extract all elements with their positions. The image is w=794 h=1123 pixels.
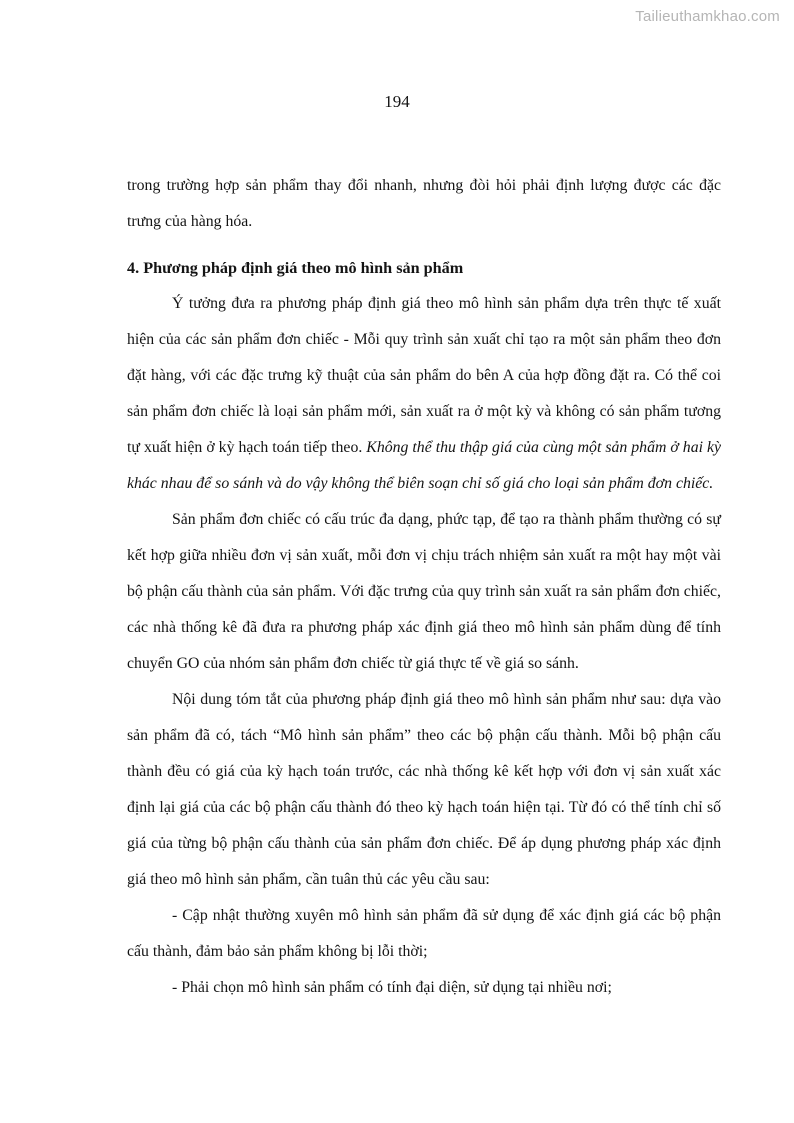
- paragraph-idea-normal-run: Ý tưởng đưa ra phương pháp định giá theo mô hình sản phẩm dựa trên thực tế xuất hiện của các sản phẩm đơn chiếc - Mỗi quy trình sản xuất chỉ tạo ra một sản phẩm theo đơn đặt hàng, với các đặc trưng kỹ thuật của sản phẩm do bên A của hợp đồng đặt ra. Có thể coi sản phẩm đơn chiếc là loại sản phẩm mới, sản xuất ra ở một kỳ và không có sản phẩm tương tự xuất hiện ở kỳ hạch toán tiếp theo.: [127, 295, 721, 456]
- bullet-item: - Cập nhật thường xuyên mô hình sản phẩm đã sử dụng để xác định giá các bộ phận cấu thành, đảm bảo sản phẩm không bị lỗi thời;: [127, 907, 721, 960]
- intro-paragraph: trong trường hợp sản phẩm thay đổi nhanh, nhưng đòi hỏi phải định lượng được các đặc trưng của hàng hóa.: [127, 177, 721, 230]
- page-body: [127, 168, 721, 1006]
- paragraph-summary: Nội dung tóm tắt của phương pháp định giá theo mô hình sản phẩm như sau: dựa vào sản phẩm đã có, tách “Mô hình sản phẩm” theo các bộ phận cấu thành. Mỗi bộ phận cấu thành đều có giá của kỳ hạch toán trước, các nhà thống kê kết hợp với đơn vị sản xuất xác định lại giá của các bộ phận cấu thành đó theo kỳ hạch toán hiện tại. Từ đó có thể tính chỉ số giá của từng bộ phận cấu thành của sản phẩm đơn chiếc. Để áp dụng phương pháp xác định giá theo mô hình sản phẩm, cần tuân thủ các yêu cầu sau:: [127, 691, 721, 888]
- paragraph-idea-italic-run: Không thể thu thập giá của cùng một sản phẩm ở hai kỳ khác nhau để so sánh và do vậy không thể biên soạn chỉ số giá cho loại sản phẩm đơn chiếc.: [127, 439, 721, 492]
- bullet-item: - Phải chọn mô hình sản phẩm có tính đại diện, sử dụng tại nhiều nơi;: [172, 979, 612, 996]
- paragraph-structure: Sản phẩm đơn chiếc có cấu trúc đa dạng, phức tạp, để tạo ra thành phẩm thường có sự kết hợp giữa nhiều đơn vị sản xuất, mỗi đơn vị chịu trách nhiệm sản xuất ra một hay một vài bộ phận cấu thành của sản phẩm. Với đặc trưng của quy trình sản xuất ra sản phẩm đơn chiếc, các nhà thống kê đã đưa ra phương pháp xác định giá theo mô hình sản phẩm dùng để tính chuyển GO của nhóm sản phẩm đơn chiếc từ giá thực tế về giá so sánh.: [127, 511, 721, 672]
- paragraph-idea: [127, 286, 721, 502]
- page-number: 194: [384, 92, 410, 111]
- watermark-text: Tailieuthamkhao.com: [635, 8, 780, 25]
- section-heading: 4. Phương pháp định giá theo mô hình sản phẩm: [127, 259, 464, 277]
